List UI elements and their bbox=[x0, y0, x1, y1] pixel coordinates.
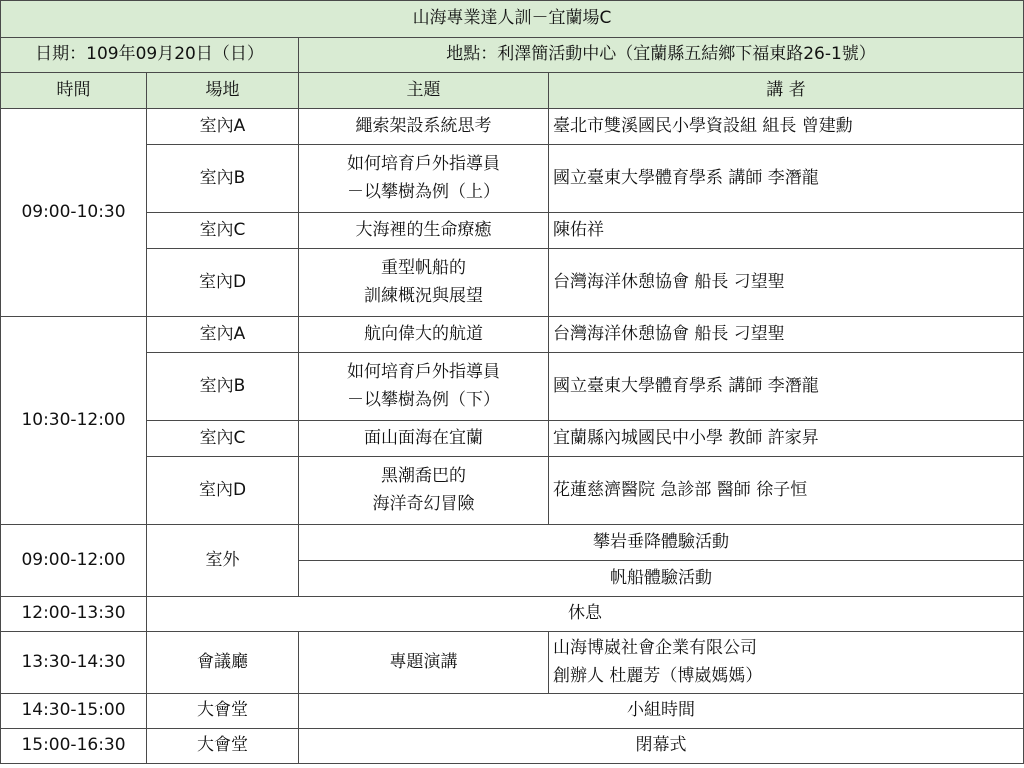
topic-cell bbox=[299, 317, 549, 353]
topic-line: 大海裡的生命療癒 bbox=[355, 219, 492, 240]
event-date: 日期：109年09月20日（日） bbox=[1, 38, 299, 73]
speaker-line: 國立臺東大學體育學系 講師 李潛龍 bbox=[553, 375, 819, 396]
topic-cell bbox=[299, 421, 549, 457]
venue-cell: 室內A bbox=[147, 109, 299, 145]
speaker-line: 台灣海洋休憩協會 船長 刁望聖 bbox=[553, 323, 785, 344]
time-cell: 15:00-16:30 bbox=[1, 729, 147, 764]
table-row bbox=[1, 694, 1024, 729]
event-location: 地點：利澤簡活動中心（宜蘭縣五結鄉下福東路26-1號） bbox=[299, 38, 1024, 73]
header-venue: 場地 bbox=[147, 73, 299, 109]
topic-line: －以攀樹為例（下） bbox=[347, 389, 500, 410]
topic-line: 黑潮喬巴的 bbox=[381, 466, 466, 487]
topic-cell bbox=[299, 249, 549, 317]
speaker-line: 創辦人 杜麗芳（博崴媽媽） bbox=[553, 665, 763, 686]
venue-cell: 室內B bbox=[147, 145, 299, 213]
header-row bbox=[1, 73, 1024, 109]
speaker-cell bbox=[549, 213, 1024, 249]
venue-cell: 室外 bbox=[147, 525, 299, 597]
closing-cell: 閉幕式 bbox=[299, 729, 1024, 764]
table-row bbox=[1, 353, 1024, 421]
venue-cell: 會議廳 bbox=[147, 632, 299, 694]
topic-cell bbox=[299, 145, 549, 213]
venue-cell: 室內C bbox=[147, 213, 299, 249]
topic-cell: 專題演講 bbox=[299, 632, 549, 694]
group-cell: 小組時間 bbox=[299, 694, 1024, 729]
venue-cell: 大會堂 bbox=[147, 729, 299, 764]
time-cell: 13:30-14:30 bbox=[1, 632, 147, 694]
topic-line: －以攀樹為例（上） bbox=[347, 181, 500, 202]
table-row bbox=[1, 421, 1024, 457]
venue-cell: 大會堂 bbox=[147, 694, 299, 729]
speaker-cell bbox=[549, 109, 1024, 145]
topic-line: 如何培育戶外指導員 bbox=[347, 154, 500, 175]
activity-cell: 帆船體驗活動 bbox=[299, 561, 1024, 597]
time-cell: 09:00-12:00 bbox=[1, 525, 147, 597]
title-row bbox=[1, 1, 1024, 38]
speaker-cell bbox=[549, 145, 1024, 213]
header-time: 時間 bbox=[1, 73, 147, 109]
event-title: 山海專業達人訓－宜蘭場C bbox=[1, 1, 1024, 38]
activity-cell: 攀岩垂降體驗活動 bbox=[299, 525, 1024, 561]
table-row bbox=[1, 597, 1024, 632]
table-row bbox=[1, 109, 1024, 145]
header-speaker: 講 者 bbox=[549, 73, 1024, 109]
speaker-cell bbox=[549, 249, 1024, 317]
venue-cell: 室內C bbox=[147, 421, 299, 457]
speaker-line: 宜蘭縣內城國民中小學 教師 許家昇 bbox=[553, 427, 819, 448]
topic-line: 海洋奇幻冒險 bbox=[372, 493, 475, 514]
table-row bbox=[1, 213, 1024, 249]
topic-line: 訓練概況與展望 bbox=[364, 285, 483, 306]
time-cell: 14:30-15:00 bbox=[1, 694, 147, 729]
table-row bbox=[1, 525, 1024, 561]
table-row bbox=[1, 457, 1024, 525]
table-row bbox=[1, 249, 1024, 317]
info-row bbox=[1, 38, 1024, 73]
topic-line: 重型帆船的 bbox=[381, 258, 466, 279]
topic-cell bbox=[299, 109, 549, 145]
venue-cell: 室內A bbox=[147, 317, 299, 353]
topic-line: 航向偉大的航道 bbox=[364, 323, 483, 344]
table-row bbox=[1, 145, 1024, 213]
speaker-cell bbox=[549, 353, 1024, 421]
venue-cell: 室內D bbox=[147, 249, 299, 317]
table-row bbox=[1, 729, 1024, 764]
time-cell: 10:30-12:00 bbox=[1, 317, 147, 525]
header-topic: 主題 bbox=[299, 73, 549, 109]
break-cell: 休息 bbox=[147, 597, 1024, 632]
speaker-cell bbox=[549, 457, 1024, 525]
venue-cell: 室內B bbox=[147, 353, 299, 421]
topic-line: 繩索架設系統思考 bbox=[355, 115, 492, 136]
speaker-line: 國立臺東大學體育學系 講師 李潛龍 bbox=[553, 167, 819, 188]
time-cell: 12:00-13:30 bbox=[1, 597, 147, 632]
topic-cell bbox=[299, 457, 549, 525]
speaker-line: 臺北市雙溪國民小學資設組 組長 曾建勳 bbox=[553, 115, 853, 136]
topic-line: 面山面海在宜蘭 bbox=[364, 427, 483, 448]
speaker-cell bbox=[549, 317, 1024, 353]
table-row bbox=[1, 632, 1024, 694]
speaker-line: 台灣海洋休憩協會 船長 刁望聖 bbox=[553, 271, 785, 292]
speaker-line: 花蓮慈濟醫院 急診部 醫師 徐子恒 bbox=[553, 479, 808, 500]
speaker-line: 陳佑祥 bbox=[553, 219, 604, 240]
topic-cell bbox=[299, 213, 549, 249]
venue-cell: 室內D bbox=[147, 457, 299, 525]
speaker-line: 山海博崴社會企業有限公司 bbox=[553, 638, 757, 659]
speaker-cell bbox=[549, 421, 1024, 457]
topic-cell bbox=[299, 353, 549, 421]
time-cell: 09:00-10:30 bbox=[1, 109, 147, 317]
table-row bbox=[1, 317, 1024, 353]
speaker-cell bbox=[549, 632, 1024, 694]
topic-line: 如何培育戶外指導員 bbox=[347, 362, 500, 383]
